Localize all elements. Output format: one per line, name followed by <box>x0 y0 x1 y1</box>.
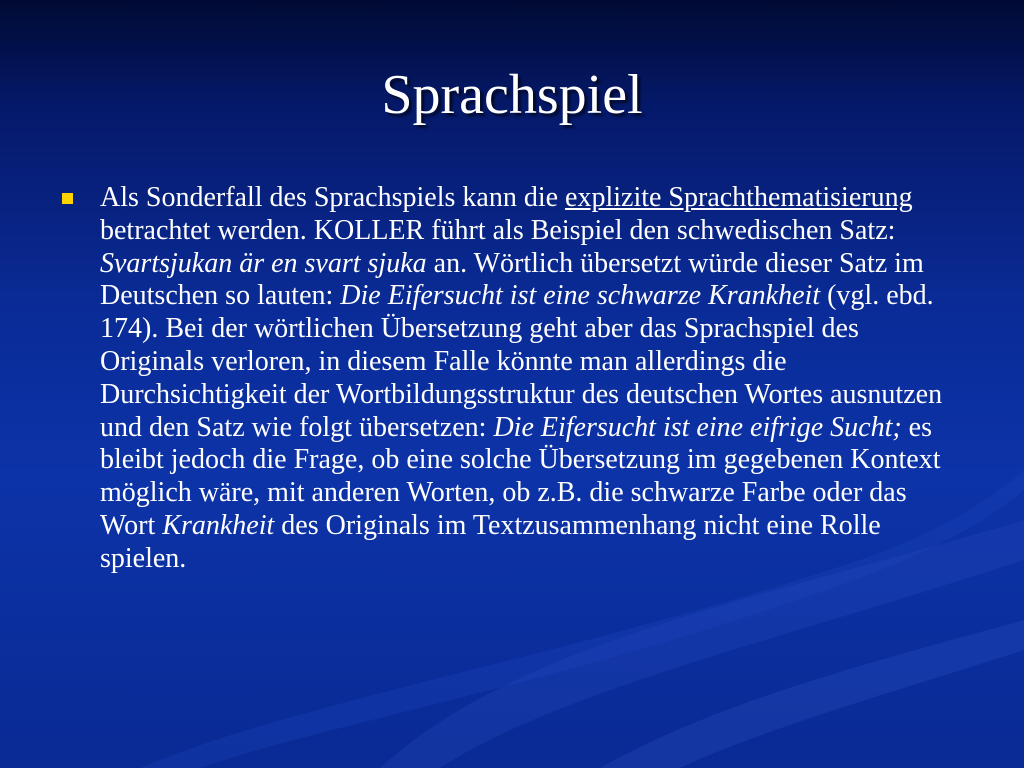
alternative-translation: Die Eifersucht ist eine eifrige Sucht; <box>493 411 902 443</box>
underlined-term: explizite Sprachthematisierung <box>565 182 913 213</box>
square-bullet-icon <box>62 193 73 204</box>
bullet-text-segment: (vgl. ebd. 174). Bei der wörtlichen Übersetzung geht aber das Sprachspiel des Originals verloren, in diesem Falle könnte man allerdings die Durchsichtigkeit der Wortbildungsstruktur des deutschen Wortes ausnutzen und den Satz wie folgt übersetzen: <box>100 280 943 443</box>
bullet-text-segment: Als Sonderfall des Sprachspiels kann die <box>100 182 566 213</box>
bullet-text-segment: es bleibt jedoch die Frage, ob eine solche Übersetzung im gegebenen Kontext möglich wäre, mit anderen Worten, ob z.B. die schwarze Farbe oder das Wort <box>100 411 941 541</box>
bullet-item <box>62 182 952 576</box>
literal-translation: Die Eifersucht ist eine schwarze Krankheit <box>340 280 821 312</box>
swedish-example-sentence: Svartsjukan är en svart sjuka <box>100 247 427 279</box>
bullet-text-segment: des Originals im Textzusammenhang nicht eine Rolle spielen. <box>100 509 881 574</box>
bullet-text-segment: an. Wörtlich übersetzt würde dieser Satz im Deutschen so lauten: <box>100 247 924 312</box>
bullet-text-segment: betrachtet werden. KOLLER führt als Beispiel den schwedischen Satz: <box>100 214 896 246</box>
slide-title: Sprachspiel <box>381 64 643 126</box>
italic-word: Krankheit <box>162 509 275 541</box>
bullet-text <box>100 182 952 576</box>
